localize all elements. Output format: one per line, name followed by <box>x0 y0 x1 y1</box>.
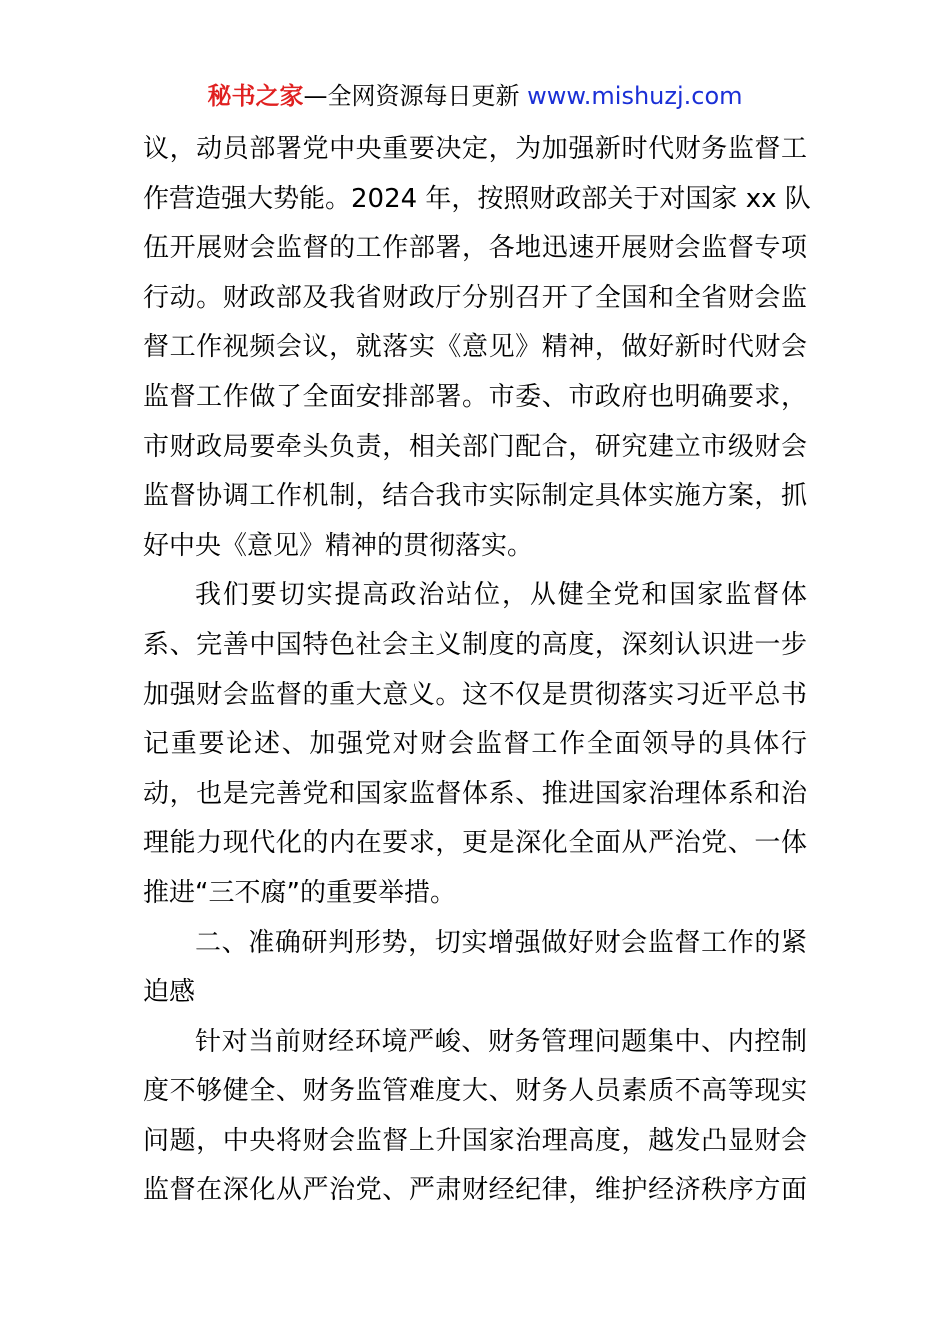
text-line: 系、完善中国特色社会主义制度的高度，深刻认识进一步 <box>143 629 807 660</box>
text-line: 好中央《意见》精神的贯彻落实。 <box>143 530 534 561</box>
site-tagline: —全网资源每日更新 <box>303 82 528 110</box>
text-line: 监督工作做了全面安排部署。市委、市政府也明确要求， <box>143 381 807 412</box>
text-line: 监督协调工作机制，结合我市实际制定具体实施方案，抓 <box>143 481 807 512</box>
site-url-link[interactable]: www.mishuzj.com <box>527 82 743 110</box>
document-body <box>143 125 811 1216</box>
text-line: 我们要切实提高政治站位，从健全党和国家监督体 <box>195 580 807 611</box>
paragraph <box>143 1018 807 1216</box>
paragraph <box>143 125 811 571</box>
text-line: 伍开展财会监督的工作部署，各地迅速开展财会监督专项 <box>143 233 807 264</box>
text-line: 监督在深化从严治党、严肃财经纪律，维护经济秩序方面 <box>143 1175 807 1206</box>
text-line: 问题，中央将财会监督上升国家治理高度，越发凸显财会 <box>143 1125 807 1156</box>
section-heading <box>143 919 807 1018</box>
site-header <box>0 78 950 114</box>
text-line: 度不够健全、财务监管难度大、财务人员素质不高等现实 <box>143 1076 807 1107</box>
site-brand: 秘书之家 <box>207 82 304 110</box>
text-line: 加强财会监督的重大意义。这不仅是贯彻落实习近平总书 <box>143 679 807 710</box>
text-line: 针对当前财经环境严峻、财务管理问题集中、内控制 <box>195 1026 807 1057</box>
heading-line: 二、准确研判形势，切实增强做好财会监督工作的紧 <box>195 927 807 958</box>
text-line: 动，也是完善党和国家监督体系、推进国家治理体系和治 <box>143 778 807 809</box>
text-line: 理能力现代化的内在要求，更是深化全面从严治党、一体 <box>143 828 807 859</box>
text-line: 督工作视频会议，就落实《意见》精神，做好新时代财会 <box>143 332 807 363</box>
text-line: 作营造强大势能。2024 年，按照财政部关于对国家 xx 队 <box>143 183 811 214</box>
text-line: 议，动员部署党中央重要决定，为加强新时代财务监督工 <box>143 134 807 164</box>
paragraph <box>143 571 807 918</box>
text-line: 市财政局要牵头负责，相关部门配合，研究建立市级财会 <box>143 431 807 462</box>
text-line: 行动。财政部及我省财政厅分别召开了全国和全省财会监 <box>143 282 807 313</box>
text-line: 记重要论述、加强党对财会监督工作全面领导的具体行 <box>143 729 807 760</box>
text-line: 推进“三不腐”的重要举措。 <box>143 877 456 908</box>
heading-line: 迫感 <box>143 977 196 1008</box>
